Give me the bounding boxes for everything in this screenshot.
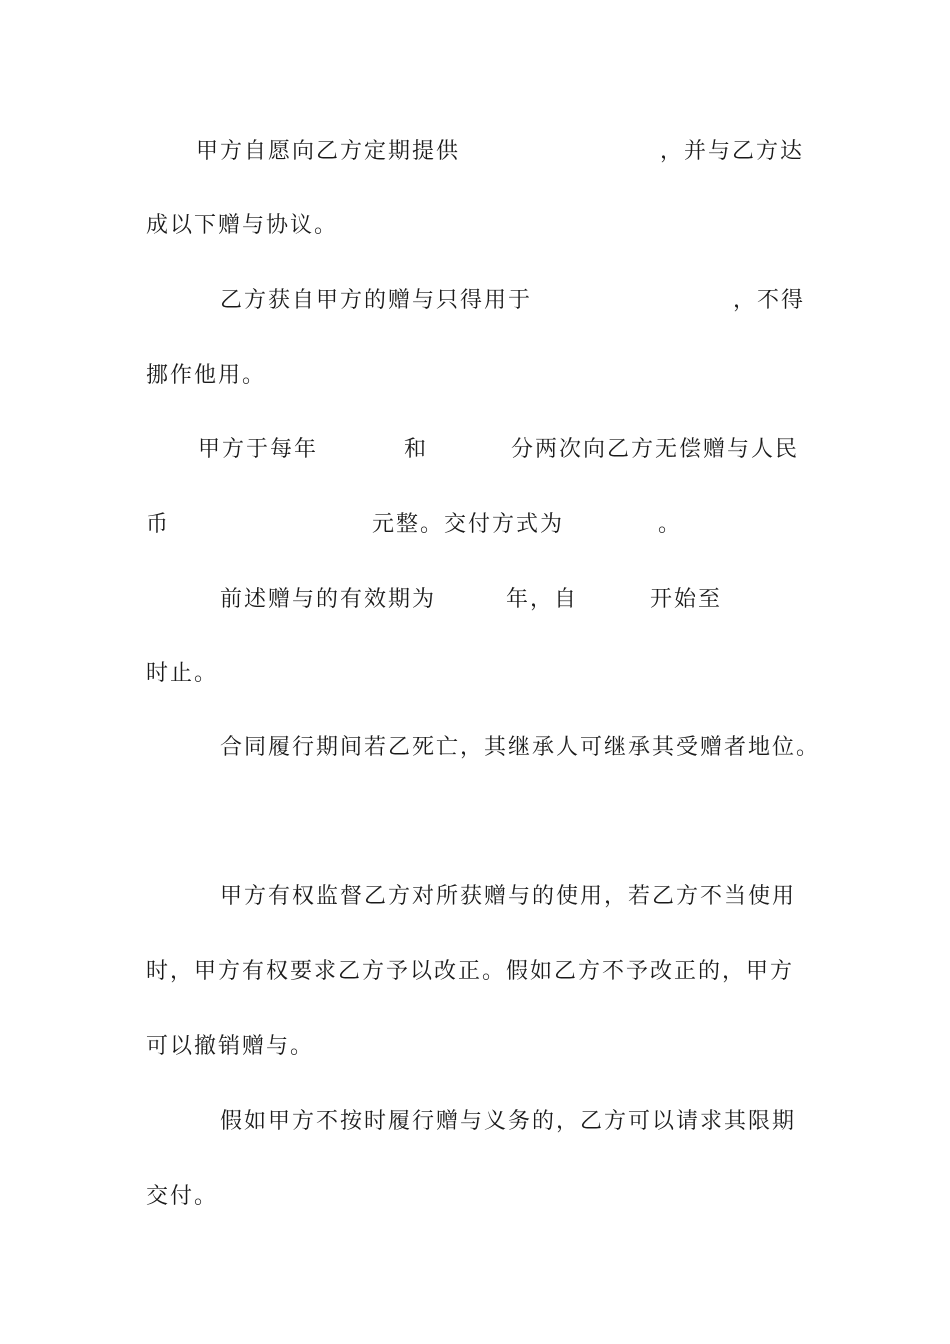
p3-line1-part1: 甲方于每年 [198, 437, 319, 462]
p2-line2: 挪作他用。 [146, 363, 267, 388]
p1-line1-part1: 甲方自愿向乙方定期提供 [196, 139, 461, 164]
p4-line1-part3: 开始至 [650, 587, 723, 612]
p5-line1: 合同履行期间若乙死亡，其继承人可继承其受赠者地位。 [220, 735, 821, 760]
p4-line2: 时止。 [146, 661, 219, 686]
p2-line1-part2: ，不得 [733, 288, 806, 313]
p3-line1-part3: 分两次向乙方无偿赠与人民 [511, 437, 800, 462]
p3-line1-part2: 和 [404, 437, 429, 462]
p7-line2: 交付。 [146, 1184, 219, 1209]
p6-line3: 可以撤销赠与。 [146, 1034, 315, 1059]
p2-line1-part1: 乙方获自甲方的赠与只得用于 [220, 288, 533, 313]
p7-line1: 假如甲方不按时履行赠与义务的，乙方可以请求其限期 [220, 1109, 797, 1134]
p3-line2-part1: 币 [146, 512, 171, 537]
p3-line2-part3: 。 [658, 512, 683, 537]
p4-line1-part2: 年，自 [506, 587, 579, 612]
p3-line2-part2: 元整。交付方式为 [372, 512, 565, 537]
p6-line2: 时，甲方有权要求乙方予以改正。假如乙方不予改正的，甲方 [146, 959, 795, 984]
p4-line1-part1: 前述赠与的有效期为 [220, 587, 437, 612]
p6-line1: 甲方有权监督乙方对所获赠与的使用，若乙方不当使用 [220, 884, 797, 909]
p1-line2: 成以下赠与协议。 [146, 213, 339, 238]
p1-line1-part2: ，并与乙方达 [660, 139, 805, 164]
